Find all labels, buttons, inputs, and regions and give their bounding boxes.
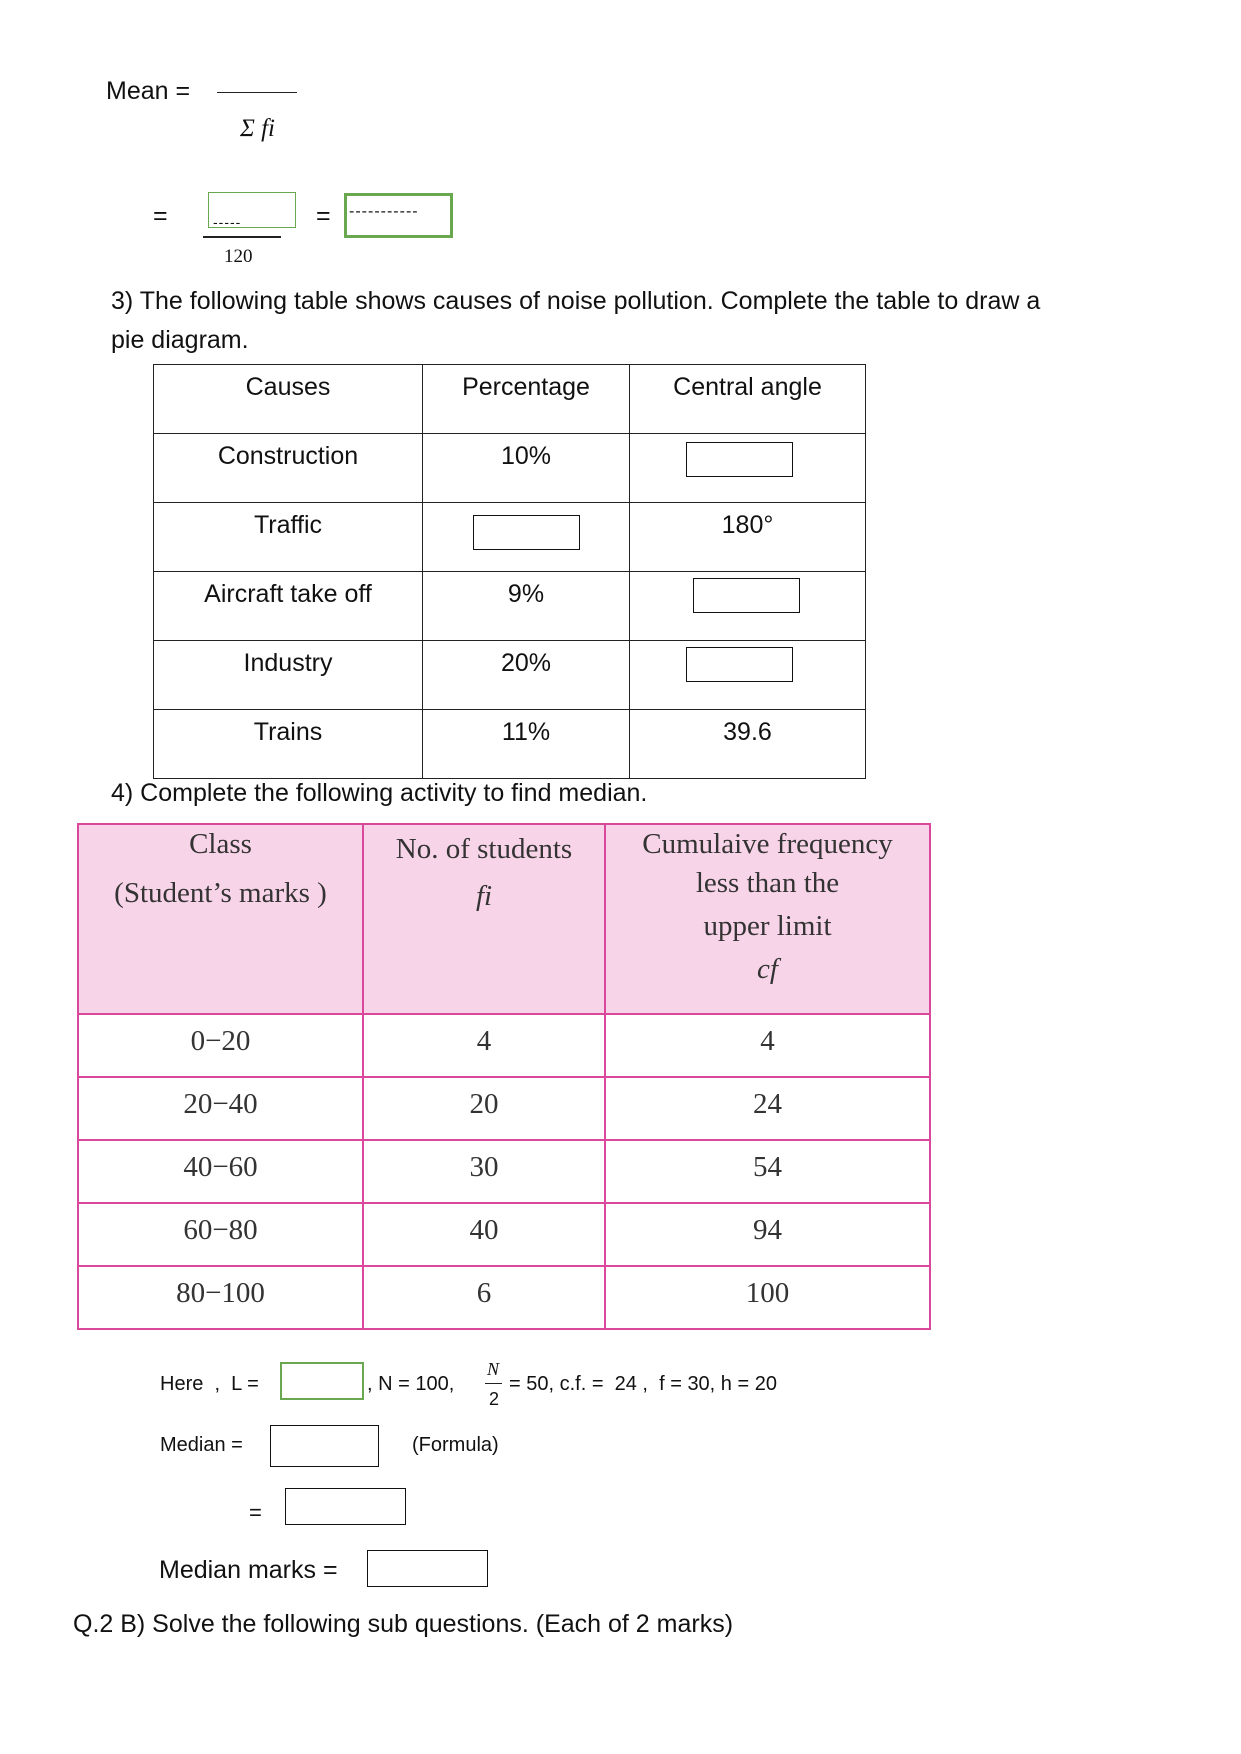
cause-cell: Trains bbox=[253, 718, 323, 746]
angle-cell: 39.6 bbox=[723, 718, 772, 746]
here-label: Here , L = bbox=[160, 1373, 259, 1395]
fraction-numerator: N bbox=[487, 1359, 500, 1379]
mean-blank-dashes: ----- bbox=[213, 214, 242, 230]
header-fi: fi bbox=[475, 880, 493, 912]
fi-cell: 4 bbox=[476, 1025, 492, 1057]
header-cf-symbol: cf bbox=[757, 953, 778, 985]
cf-cell: 54 bbox=[753, 1151, 782, 1183]
median-marks-label: Median marks = bbox=[159, 1556, 338, 1584]
median-equals: = bbox=[249, 1500, 262, 1525]
l-answer-box[interactable] bbox=[280, 1362, 364, 1400]
table-header-row bbox=[154, 365, 866, 434]
table-row bbox=[154, 641, 866, 710]
cause-cell: Construction bbox=[217, 442, 359, 470]
table-row bbox=[78, 1140, 930, 1203]
q4-text: 4) Complete the following activity to find median. bbox=[111, 779, 648, 807]
cf-cell: 94 bbox=[753, 1214, 782, 1246]
table-row bbox=[78, 1077, 930, 1140]
mean-denominator-value: 120 bbox=[224, 246, 253, 267]
mean-denominator: Σ fi bbox=[240, 115, 275, 142]
mean-equals-1: = bbox=[153, 202, 168, 230]
median-marks-box[interactable] bbox=[367, 1550, 488, 1587]
table-row bbox=[154, 572, 866, 641]
formula-label: (Formula) bbox=[412, 1434, 499, 1456]
percentage-answer-box[interactable] bbox=[473, 515, 580, 550]
median-label: Median = bbox=[160, 1434, 243, 1456]
cause-cell: Traffic bbox=[253, 511, 323, 539]
table-row bbox=[154, 434, 866, 503]
fi-cell: 6 bbox=[476, 1277, 492, 1309]
percentage-cell: 11% bbox=[501, 718, 551, 746]
header-class-sub: (Student’s marks ) bbox=[114, 877, 327, 909]
class-cell: 80−100 bbox=[176, 1277, 265, 1309]
median-value-box[interactable] bbox=[285, 1488, 406, 1525]
angle-answer-box[interactable] bbox=[686, 442, 793, 477]
cf-cell: 100 bbox=[745, 1277, 790, 1309]
table-row bbox=[154, 503, 866, 572]
mean-fraction-line bbox=[217, 92, 297, 93]
mean-equals-2: = bbox=[316, 202, 331, 230]
percentage-cell: 20% bbox=[500, 649, 552, 677]
fi-cell: 20 bbox=[469, 1088, 499, 1120]
class-cell: 20−40 bbox=[183, 1088, 258, 1120]
cause-cell: Industry bbox=[243, 649, 333, 677]
q2b-heading: Q.2 B) Solve the following sub questions. (Each of 2 marks) bbox=[73, 1610, 734, 1638]
angle-answer-box[interactable] bbox=[693, 578, 800, 613]
header-cf-line2: less than the bbox=[695, 867, 840, 899]
median-table bbox=[77, 823, 931, 1330]
angle-answer-box[interactable] bbox=[686, 647, 793, 682]
table-row bbox=[78, 1014, 930, 1077]
percentage-cell: 10% bbox=[500, 442, 552, 470]
table-row bbox=[78, 1203, 930, 1266]
header-cf-line3: upper limit bbox=[703, 910, 832, 942]
angle-cell: 180° bbox=[721, 511, 774, 539]
given-values: = 50, c.f. = 24 , f = 30, h = 20 bbox=[509, 1373, 777, 1395]
header-students: No. of students bbox=[395, 833, 573, 865]
mean-label: Mean = bbox=[106, 77, 191, 105]
header-central-angle: Central angle bbox=[673, 373, 822, 401]
mean-fraction-line-2 bbox=[203, 236, 281, 238]
table-header-row bbox=[78, 824, 930, 1014]
fi-cell: 30 bbox=[469, 1151, 499, 1183]
cause-cell: Aircraft take off bbox=[204, 580, 372, 608]
percentage-cell: 9% bbox=[507, 580, 545, 608]
q3-text: 3) The following table shows causes of noise pollution. Complete the table to draw a pie diagram. bbox=[111, 287, 1041, 354]
header-cf: Cumulaive frequency bbox=[642, 828, 893, 860]
table-row bbox=[78, 1266, 930, 1329]
fraction-line bbox=[485, 1383, 502, 1384]
median-formula-box[interactable] bbox=[270, 1425, 379, 1467]
cf-cell: 24 bbox=[753, 1088, 782, 1120]
mean-result-dashes: ----------- bbox=[349, 203, 419, 220]
header-class: Class bbox=[189, 828, 252, 860]
fi-cell: 40 bbox=[469, 1214, 499, 1246]
class-cell: 0−20 bbox=[190, 1025, 251, 1057]
n-value: , N = 100, bbox=[367, 1373, 455, 1395]
header-causes: Causes bbox=[245, 373, 331, 401]
class-cell: 60−80 bbox=[183, 1214, 258, 1246]
cf-cell: 4 bbox=[760, 1025, 775, 1057]
class-cell: 40−60 bbox=[183, 1151, 258, 1183]
fraction-denominator: 2 bbox=[489, 1389, 500, 1409]
table-row bbox=[154, 710, 866, 779]
header-percentage: Percentage bbox=[462, 373, 590, 401]
noise-table bbox=[153, 364, 866, 779]
